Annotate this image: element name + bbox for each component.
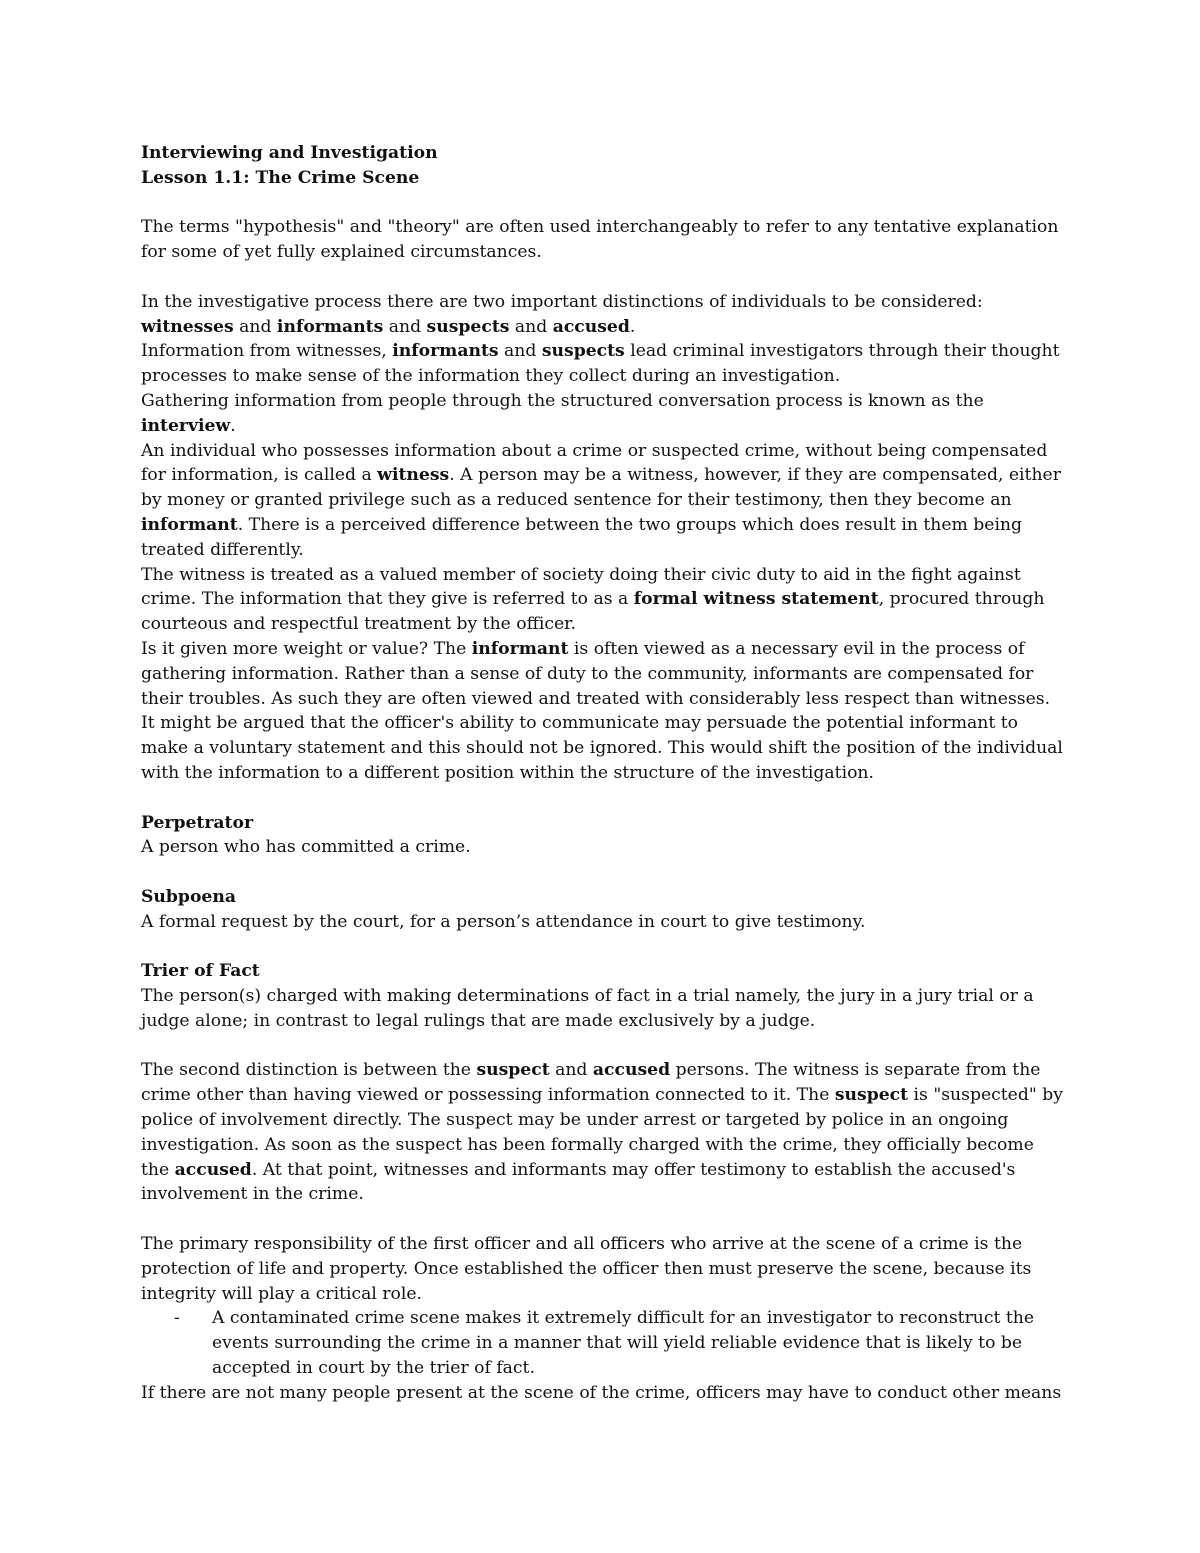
bold-term: accused bbox=[552, 316, 630, 337]
document-title: Interviewing and Investigation bbox=[141, 143, 438, 163]
paragraph-first-officer: The primary responsibility of the first officer and all officers who arrive at the scene of a crime is the protection of life and property. Once established the officer then must preserve the scene, because its integrity will play a critical role. bbox=[141, 1234, 1032, 1304]
text: is "suspected" by police of involvement directly. The suspect may be under arrest or targeted by police in an ongoing investigation. As soon as the suspect has been formally charged with the crime, they officially become the bbox=[141, 1085, 1063, 1180]
text: The second distinction is between the bbox=[141, 1060, 477, 1081]
text: and bbox=[549, 1060, 593, 1081]
document-page bbox=[141, 141, 1066, 1406]
text: . There is a perceived difference between the two groups which does result in them being treated differently. bbox=[141, 514, 1023, 560]
text: persons. The witness is separate from the crime other than having viewed or possessing information connected to it. The bbox=[141, 1060, 1041, 1106]
spacer bbox=[141, 786, 1066, 811]
bold-term: informant bbox=[471, 638, 569, 659]
definition-term: Perpetrator bbox=[141, 812, 253, 833]
paragraph-witness-treatment bbox=[141, 563, 1066, 637]
text: , procured through courteous and respectful treatment by the officer. bbox=[141, 589, 1045, 635]
bold-term: suspects bbox=[426, 316, 510, 337]
bold-term: suspect bbox=[834, 1085, 909, 1106]
spacer bbox=[141, 1207, 1066, 1232]
bullet-marker: - bbox=[174, 1308, 180, 1329]
bold-term: formal witness statement bbox=[633, 589, 879, 610]
definition-text: A formal request by the court, for a person’s attendance in court to give testimony. bbox=[141, 911, 866, 932]
text: is often viewed as a necessary evil in the process of gathering information. Rather than a sense of duty to the community, informants are compensated for their troubles. As such they are often viewed and treated with considerably less respect than witnesses. It might be argued that the officer's ability to communicate may persuade the potential informant to make a voluntary statement and this should not be ignored. This would shift the position of the individual with the information to a different position within the structure of the investigation. bbox=[141, 638, 1063, 783]
text: Is it given more weight or value? The bbox=[141, 638, 472, 659]
bold-term: informants bbox=[276, 316, 384, 337]
bullet-text: A contaminated crime scene makes it extremely difficult for an investigator to reconstruct the events surrounding the crime in a manner that will yield reliable evidence that is likely to be accepted in court by the trier of fact. bbox=[212, 1308, 1035, 1379]
text: . A person may be a witness, however, if they are compensated, either by money or granted privilege such as a reduced sentence for their testimony, then they become an bbox=[141, 465, 1061, 511]
bold-term: suspects bbox=[541, 341, 625, 362]
bold-term: accused bbox=[174, 1159, 252, 1180]
list-item bbox=[141, 1306, 1066, 1380]
definition-term: Trier of Fact bbox=[141, 961, 260, 982]
paragraph-witness bbox=[141, 439, 1066, 563]
definition-text: The person(s) charged with making determinations of fact in a trial namely, the jury in a jury trial or a judge alone; in contrast to legal rulings that are made exclusively by a judge. bbox=[141, 986, 1034, 1031]
bold-term: informants bbox=[392, 341, 499, 362]
bold-term: witness bbox=[377, 465, 450, 486]
paragraph-distinctions bbox=[141, 290, 1066, 340]
text: The witness is treated as a valued member of society doing their civic duty to aid in the fight against crime. The information that they give is referred to as a bbox=[141, 564, 1021, 610]
text: lead criminal investigators through their thought processes to make sense of the information they collect during an investigation. bbox=[141, 341, 1060, 387]
intro-paragraph: The terms "hypothesis" and "theory" are often used interchangeably to refer to any tentative explanation for some of yet fully explained circumstances. bbox=[141, 217, 1059, 263]
text: . bbox=[629, 316, 636, 337]
bold-term: accused bbox=[592, 1060, 671, 1081]
spacer bbox=[141, 935, 1066, 960]
spacer bbox=[141, 265, 1066, 290]
spacer bbox=[141, 191, 1066, 216]
paragraph-interview bbox=[141, 389, 1066, 439]
text: . bbox=[230, 415, 236, 436]
text: . At that point, witnesses and informants may offer testimony to establish the accused's involvement in the crime. bbox=[141, 1159, 1016, 1205]
paragraph-informant bbox=[141, 637, 1066, 786]
text: and bbox=[509, 316, 553, 337]
bold-term: informant bbox=[141, 514, 238, 535]
definition-term: Subpoena bbox=[141, 886, 236, 907]
text: Gathering information from people through the structured conversation process is known as the bbox=[141, 390, 984, 411]
bold-term: witnesses bbox=[141, 316, 234, 337]
text: An individual who possesses information about a crime or suspected crime, without being compensated for information, is called a bbox=[141, 440, 1048, 486]
text: In the investigative process there are two important distinctions of individuals to be considered: bbox=[141, 291, 983, 312]
text: and bbox=[383, 316, 427, 337]
spacer bbox=[141, 1034, 1066, 1059]
paragraph-closing: If there are not many people present at the scene of the crime, officers may have to conduct other means bbox=[141, 1382, 1062, 1403]
bold-term: interview bbox=[141, 415, 231, 436]
text: Information from witnesses, bbox=[141, 341, 393, 362]
text: and bbox=[233, 316, 277, 337]
definition-text: A person who has committed a crime. bbox=[141, 837, 471, 858]
paragraph-suspect-accused bbox=[141, 1058, 1066, 1207]
lesson-heading: Lesson 1.1: The Crime Scene bbox=[141, 167, 420, 188]
bold-term: suspect bbox=[476, 1060, 550, 1081]
paragraph-information bbox=[141, 339, 1066, 389]
text: and bbox=[498, 341, 542, 362]
spacer bbox=[141, 860, 1066, 885]
